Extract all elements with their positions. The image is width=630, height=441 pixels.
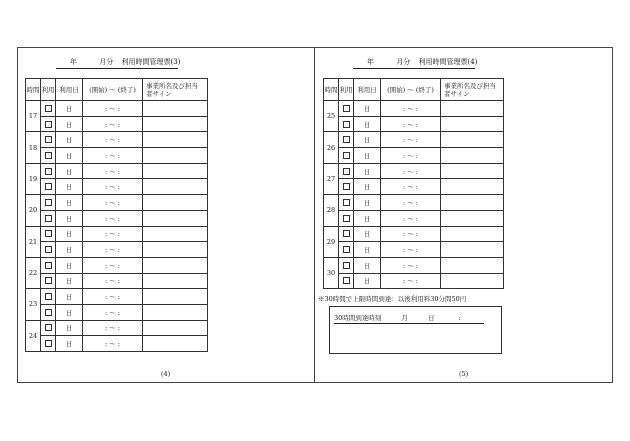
- sign-cell[interactable]: [143, 273, 208, 289]
- date-cell[interactable]: 日: [354, 179, 381, 195]
- hour-cell: 30: [324, 257, 339, 288]
- use-checkbox-cell: [339, 242, 354, 258]
- hour-cell: 20: [26, 195, 41, 226]
- date-cell[interactable]: 日: [56, 148, 83, 164]
- left-title-name: 利用時間管理票(3): [121, 58, 181, 66]
- sign-cell[interactable]: [441, 179, 504, 195]
- use-checkbox[interactable]: [343, 199, 350, 206]
- use-checkbox[interactable]: [45, 262, 52, 269]
- use-checkbox-cell: [41, 242, 56, 258]
- date-header: 利用日: [56, 79, 83, 101]
- use-checkbox[interactable]: [45, 230, 52, 237]
- table-row: [324, 257, 504, 273]
- hour-header: 時間: [324, 79, 339, 101]
- sign-cell[interactable]: [441, 257, 504, 273]
- sign-cell[interactable]: [143, 195, 208, 211]
- sign-cell[interactable]: [441, 101, 504, 117]
- table-row: [324, 242, 504, 258]
- use-checkbox-cell: [41, 320, 56, 336]
- sign-cell[interactable]: [143, 179, 208, 195]
- use-checkbox-cell: [339, 148, 354, 164]
- time-cell[interactable]: : ～ :: [83, 289, 143, 305]
- use-checkbox-cell: [41, 101, 56, 117]
- date-cell[interactable]: 日: [56, 336, 83, 352]
- right-title-month: 月分: [396, 58, 411, 66]
- date-cell[interactable]: 日: [56, 289, 83, 305]
- use-checkbox[interactable]: [343, 230, 350, 237]
- sign-cell[interactable]: [143, 226, 208, 242]
- sign-header: 事業所名及び担当者サイン: [143, 79, 208, 101]
- use-checkbox-cell: [339, 273, 354, 289]
- date-cell[interactable]: 日: [56, 257, 83, 273]
- sign-cell[interactable]: [143, 163, 208, 179]
- use-checkbox[interactable]: [45, 199, 52, 206]
- time-header: (開始) ～ (終了): [83, 79, 143, 101]
- table-row: [324, 163, 504, 179]
- use-checkbox-cell: [339, 226, 354, 242]
- sign-cell[interactable]: [441, 148, 504, 164]
- use-checkbox[interactable]: [45, 277, 52, 284]
- date-cell[interactable]: 日: [56, 273, 83, 289]
- time-cell[interactable]: : ～ :: [83, 320, 143, 336]
- limit-reached-day: 日: [427, 314, 435, 322]
- time-cell[interactable]: : ～ :: [83, 257, 143, 273]
- use-checkbox-cell: [41, 132, 56, 148]
- hour-cell: 29: [324, 226, 339, 257]
- use-checkbox[interactable]: [45, 215, 52, 222]
- time-cell[interactable]: : ～ :: [83, 336, 143, 352]
- hour-cell: 28: [324, 195, 339, 226]
- sign-cell[interactable]: [441, 226, 504, 242]
- table-row: [26, 132, 208, 148]
- table-row: [324, 273, 504, 289]
- use-checkbox-cell: [41, 179, 56, 195]
- hour-header: 時間: [26, 79, 41, 101]
- date-cell[interactable]: 日: [56, 210, 83, 226]
- sign-cell[interactable]: [143, 116, 208, 132]
- table-row: [26, 273, 208, 289]
- use-checkbox-cell: [339, 257, 354, 273]
- table-row: [26, 116, 208, 132]
- use-header: 利用: [339, 79, 354, 101]
- use-checkbox-cell: [339, 101, 354, 117]
- table-row: [324, 101, 504, 117]
- time-cell[interactable]: : ～ :: [381, 226, 441, 242]
- sign-cell[interactable]: [143, 101, 208, 117]
- date-cell[interactable]: 日: [354, 242, 381, 258]
- use-checkbox[interactable]: [343, 246, 350, 253]
- sign-cell[interactable]: [143, 320, 208, 336]
- limit-reached-month: 月: [401, 314, 408, 322]
- use-checkbox[interactable]: [343, 152, 350, 159]
- time-cell[interactable]: : ～ :: [83, 179, 143, 195]
- table-row: [324, 116, 504, 132]
- hour-cell: 17: [26, 101, 41, 132]
- use-checkbox-cell: [41, 257, 56, 273]
- use-checkbox-cell: [41, 304, 56, 320]
- time-cell[interactable]: : ～ :: [381, 116, 441, 132]
- sign-cell[interactable]: [143, 289, 208, 305]
- date-cell[interactable]: 日: [354, 195, 381, 211]
- use-checkbox[interactable]: [343, 215, 350, 222]
- use-checkbox-cell: [41, 336, 56, 352]
- use-checkbox[interactable]: [45, 340, 52, 347]
- table-row: [26, 289, 208, 305]
- use-checkbox-cell: [41, 116, 56, 132]
- date-cell[interactable]: 日: [354, 132, 381, 148]
- time-cell[interactable]: : ～ :: [381, 242, 441, 258]
- table-row: [26, 195, 208, 211]
- use-checkbox-cell: [339, 195, 354, 211]
- hour-cell: 26: [324, 132, 339, 163]
- limit-reached-line: [334, 313, 484, 324]
- date-cell[interactable]: 日: [56, 179, 83, 195]
- page-divider: [314, 47, 315, 383]
- time-cell[interactable]: : ～ :: [83, 210, 143, 226]
- table-row: [324, 210, 504, 226]
- sign-cell[interactable]: [143, 336, 208, 352]
- sign-cell[interactable]: [441, 163, 504, 179]
- table-row: [26, 242, 208, 258]
- table-row: [324, 195, 504, 211]
- use-checkbox[interactable]: [343, 262, 350, 269]
- time-cell[interactable]: : ～ :: [381, 132, 441, 148]
- left-page-number: (4): [161, 370, 171, 378]
- use-checkbox-cell: [339, 163, 354, 179]
- use-checkbox[interactable]: [45, 168, 52, 175]
- hour-cell: 22: [26, 257, 41, 288]
- date-cell[interactable]: 日: [56, 116, 83, 132]
- time-cell[interactable]: : ～ :: [83, 304, 143, 320]
- hour-cell: 27: [324, 163, 339, 194]
- hour-cell: 24: [26, 320, 41, 351]
- right-title: [353, 57, 478, 69]
- time-cell[interactable]: : ～ :: [381, 273, 441, 289]
- time-cell[interactable]: : ～ :: [83, 148, 143, 164]
- use-checkbox[interactable]: [343, 277, 350, 284]
- sign-cell[interactable]: [441, 210, 504, 226]
- sign-cell[interactable]: [441, 195, 504, 211]
- time-cell[interactable]: : ～ :: [381, 210, 441, 226]
- use-checkbox-cell: [41, 289, 56, 305]
- time-header: (開始) ～ (終了): [381, 79, 441, 101]
- date-cell[interactable]: 日: [56, 132, 83, 148]
- table-row: [26, 101, 208, 117]
- table-row: [324, 132, 504, 148]
- hour-cell: 21: [26, 226, 41, 257]
- sign-cell[interactable]: [143, 148, 208, 164]
- use-checkbox-cell: [41, 210, 56, 226]
- use-checkbox-cell: [339, 116, 354, 132]
- time-cell[interactable]: : ～ :: [83, 132, 143, 148]
- sign-cell[interactable]: [143, 304, 208, 320]
- use-checkbox-cell: [41, 195, 56, 211]
- date-cell[interactable]: 日: [56, 101, 83, 117]
- use-checkbox[interactable]: [45, 105, 52, 112]
- hour-cell: 19: [26, 163, 41, 194]
- table-row: [26, 257, 208, 273]
- date-cell[interactable]: 日: [354, 257, 381, 273]
- date-cell[interactable]: 日: [354, 116, 381, 132]
- use-checkbox[interactable]: [45, 246, 52, 253]
- time-cell[interactable]: : ～ :: [381, 101, 441, 117]
- sign-cell[interactable]: [143, 242, 208, 258]
- use-checkbox[interactable]: [343, 136, 350, 143]
- sign-cell[interactable]: [143, 210, 208, 226]
- use-checkbox[interactable]: [343, 168, 350, 175]
- use-header: 利用: [41, 79, 56, 101]
- limit-note: ※30時間で上限時間到達：以後利用料30分間50円: [318, 295, 467, 303]
- use-checkbox-cell: [41, 163, 56, 179]
- time-cell[interactable]: : ～ :: [83, 195, 143, 211]
- left-title: [56, 57, 181, 69]
- date-cell[interactable]: 日: [56, 304, 83, 320]
- left-title-year: 年: [70, 58, 77, 66]
- table-row: [26, 304, 208, 320]
- right-title-name: 利用時間管理票(4): [418, 58, 478, 66]
- sign-cell[interactable]: [441, 273, 504, 289]
- hour-cell: 25: [324, 101, 339, 132]
- use-checkbox-cell: [41, 273, 56, 289]
- table-row: [26, 148, 208, 164]
- table-row: [26, 226, 208, 242]
- time-cell[interactable]: : ～ :: [83, 116, 143, 132]
- time-cell[interactable]: : ～ :: [381, 257, 441, 273]
- use-checkbox-cell: [41, 226, 56, 242]
- table-row: [26, 163, 208, 179]
- limit-reached-label: 30時間到達時刻: [334, 314, 382, 322]
- table-row: [324, 148, 504, 164]
- use-checkbox[interactable]: [45, 121, 52, 128]
- use-checkbox[interactable]: [45, 324, 52, 331]
- right-page-number: (5): [459, 370, 469, 378]
- use-checkbox-cell: [339, 210, 354, 226]
- table-row: [26, 179, 208, 195]
- use-checkbox-cell: [41, 148, 56, 164]
- date-cell[interactable]: 日: [56, 163, 83, 179]
- use-checkbox-cell: [339, 179, 354, 195]
- date-cell[interactable]: 日: [56, 195, 83, 211]
- use-checkbox[interactable]: [343, 105, 350, 112]
- date-cell[interactable]: 日: [354, 210, 381, 226]
- date-cell[interactable]: 日: [56, 242, 83, 258]
- sign-cell[interactable]: [143, 132, 208, 148]
- hour-cell: 23: [26, 289, 41, 320]
- use-checkbox[interactable]: [45, 309, 52, 316]
- sign-header: 事業所名及び担当者サイン: [441, 79, 504, 101]
- date-cell[interactable]: 日: [354, 273, 381, 289]
- sign-cell[interactable]: [143, 257, 208, 273]
- use-checkbox[interactable]: [343, 183, 350, 190]
- time-cell[interactable]: : ～ :: [83, 163, 143, 179]
- table-row: [26, 210, 208, 226]
- date-cell[interactable]: 日: [354, 163, 381, 179]
- table-row: [26, 336, 208, 352]
- table-row: [324, 179, 504, 195]
- right-title-year: 年: [367, 58, 374, 66]
- use-checkbox[interactable]: [45, 183, 52, 190]
- use-checkbox[interactable]: [343, 121, 350, 128]
- table-row: [26, 320, 208, 336]
- use-checkbox[interactable]: [45, 152, 52, 159]
- hour-cell: 18: [26, 132, 41, 163]
- sign-cell[interactable]: [441, 242, 504, 258]
- right-usage-table: [323, 78, 504, 289]
- sign-cell[interactable]: [441, 116, 504, 132]
- time-cell[interactable]: : ～ :: [83, 242, 143, 258]
- date-cell[interactable]: 日: [354, 226, 381, 242]
- use-checkbox[interactable]: [45, 136, 52, 143]
- time-cell[interactable]: : ～ :: [83, 273, 143, 289]
- time-cell[interactable]: : ～ :: [381, 148, 441, 164]
- use-checkbox[interactable]: [45, 293, 52, 300]
- limit-reached-colon: :: [458, 314, 461, 322]
- time-cell[interactable]: : ～ :: [381, 179, 441, 195]
- left-title-month: 月分: [99, 58, 114, 66]
- time-cell[interactable]: : ～ :: [381, 195, 441, 211]
- sign-cell[interactable]: [441, 132, 504, 148]
- date-cell[interactable]: 日: [56, 226, 83, 242]
- limit-reached-box: [329, 306, 502, 354]
- date-cell[interactable]: 日: [354, 148, 381, 164]
- use-checkbox-cell: [339, 132, 354, 148]
- date-header: 利用日: [354, 79, 381, 101]
- date-cell[interactable]: 日: [56, 320, 83, 336]
- table-row: [324, 226, 504, 242]
- time-cell[interactable]: : ～ :: [83, 226, 143, 242]
- time-cell[interactable]: : ～ :: [83, 101, 143, 117]
- left-usage-table: [25, 78, 208, 352]
- time-cell[interactable]: : ～ :: [381, 163, 441, 179]
- date-cell[interactable]: 日: [354, 101, 381, 117]
